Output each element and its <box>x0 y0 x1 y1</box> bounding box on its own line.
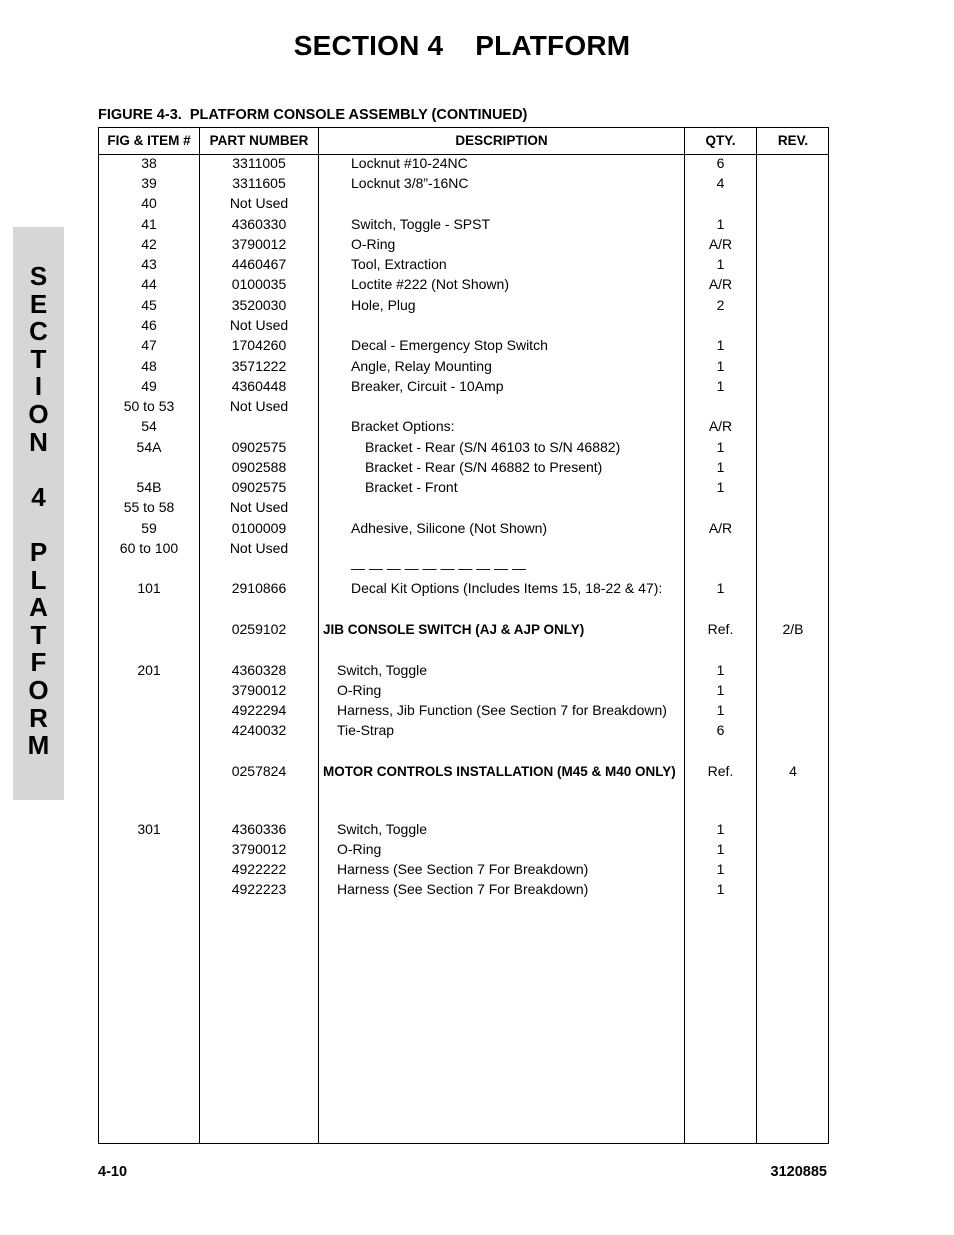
table-row <box>99 337 828 357</box>
cell-rev: 2/B <box>782 621 804 637</box>
cell-qty: 6 <box>716 722 725 738</box>
cell-part-number: 3311605 <box>232 175 286 191</box>
table-row <box>99 459 828 479</box>
cell-item: 47 <box>141 337 157 353</box>
cell-qty: A/R <box>708 520 733 536</box>
cell-part-number: 4922223 <box>231 881 287 897</box>
cell-part-number: 3790012 <box>231 682 287 698</box>
table-row <box>99 297 828 317</box>
side-tab-letter: I <box>34 371 43 402</box>
cell-qty: 1 <box>716 580 725 596</box>
table-row <box>99 195 828 215</box>
cell-description: Switch, Toggle - SPST <box>351 216 491 232</box>
page-title: SECTION 4 PLATFORM <box>293 30 631 61</box>
cell-part-number: Not Used <box>229 317 289 333</box>
cell-description: Breaker, Circuit - 10Amp <box>351 378 504 394</box>
header-item: FIG & ITEM # <box>107 133 191 148</box>
cell-rev: 4 <box>789 763 797 779</box>
cell-part-number: 4240032 <box>231 722 287 738</box>
cell-item: 40 <box>141 195 157 211</box>
cell-qty: 1 <box>716 682 725 698</box>
cell-qty: 6 <box>716 155 725 171</box>
cell-description: O-Ring <box>337 682 382 698</box>
cell-part-number: 0257824 <box>231 763 287 779</box>
side-tab-letter: S <box>29 261 48 291</box>
table-row <box>99 439 828 459</box>
cell-part-number: 0902575 <box>231 439 287 455</box>
table-row <box>99 580 828 600</box>
cell-qty: A/R <box>708 418 733 434</box>
cell-description: Harness (See Section 7 For Breakdown) <box>337 881 589 897</box>
cell-item: 44 <box>141 276 157 292</box>
cell-description: JIB CONSOLE SWITCH (AJ & AJP ONLY) <box>323 622 585 637</box>
table-row <box>99 520 828 540</box>
table-row <box>99 155 828 175</box>
side-tab-letter: O <box>28 398 49 429</box>
table-row <box>99 398 828 418</box>
table-row <box>99 621 828 641</box>
cell-part-number: 0100009 <box>231 520 287 536</box>
cell-qty: 1 <box>716 861 725 877</box>
table-row <box>99 763 828 783</box>
header-part-number: PART NUMBER <box>209 133 309 148</box>
cell-item: 54B <box>136 479 162 495</box>
cell-qty: 1 <box>716 841 725 857</box>
side-tab-letter: C <box>29 316 48 347</box>
side-tab-letter: T <box>30 343 47 374</box>
cell-item: 101 <box>137 580 161 596</box>
cell-qty: 1 <box>716 439 725 455</box>
cell-part-number: 1704260 <box>231 337 287 353</box>
cell-item: 50 to 53 <box>123 398 175 414</box>
table-row <box>99 418 828 438</box>
cell-item: 46 <box>141 317 157 333</box>
cell-qty: Ref. <box>707 763 734 779</box>
cell-part-number: 0902575 <box>231 479 287 495</box>
cell-item: 43 <box>141 256 157 272</box>
cell-qty: 1 <box>716 337 725 353</box>
cell-item: 42 <box>141 236 157 252</box>
side-tab-letter: N <box>29 426 48 457</box>
cell-item: 301 <box>137 821 161 837</box>
side-tab-letter: P <box>29 536 48 567</box>
side-tab-letter: 4 <box>31 481 46 512</box>
side-tab-letter: O <box>28 674 49 705</box>
cell-description: Locknut 3/8”-16NC <box>351 175 469 191</box>
cell-qty: 1 <box>716 459 725 475</box>
cell-description: Angle, Relay Mounting <box>351 358 492 374</box>
cell-part-number: 2910866 <box>231 580 287 596</box>
page-number: 4-10 <box>98 1164 128 1180</box>
table-row <box>99 682 828 702</box>
cell-qty: 1 <box>716 821 725 837</box>
cell-description: Hole, Plug <box>351 297 416 313</box>
cell-part-number: 0902588 <box>231 459 287 475</box>
cell-item: 38 <box>141 155 157 171</box>
cell-description: Adhesive, Silicone (Not Shown) <box>351 520 548 536</box>
cell-description: Tool, Extraction <box>351 256 447 272</box>
cell-qty: 4 <box>716 175 725 191</box>
cell-item: 54A <box>136 439 162 455</box>
cell-part-number: 3790012 <box>231 236 287 252</box>
figure-title: FIGURE 4-3. PLATFORM CONSOLE ASSEMBLY (CONTINUED) <box>98 107 528 123</box>
cell-part-number: 3311005 <box>232 155 286 171</box>
cell-description: Harness, Jib Function (See Section 7 for Breakdown) <box>337 702 667 718</box>
cell-part-number: 4922294 <box>231 702 287 718</box>
table-row <box>99 560 828 580</box>
cell-part-number: 0100035 <box>231 276 287 292</box>
cell-item: 60 to 100 <box>119 540 179 556</box>
cell-part-number: Not Used <box>229 499 289 515</box>
cell-part-number: 3790012 <box>231 841 287 857</box>
table-row <box>99 317 828 337</box>
cell-description: Tie-Strap <box>337 722 395 738</box>
cell-description: O-Ring <box>351 236 396 252</box>
table-row <box>99 256 828 276</box>
cell-description: Bracket Options: <box>351 418 455 434</box>
cell-part-number: Not Used <box>229 398 289 414</box>
table-header <box>99 128 828 155</box>
cell-qty: 1 <box>716 479 725 495</box>
table-row <box>99 216 828 236</box>
table-body <box>99 155 828 1143</box>
table-row <box>99 236 828 256</box>
side-tab-letter: L <box>30 564 47 595</box>
side-tab-letter: R <box>29 702 48 733</box>
cell-part-number: 4922222 <box>231 861 287 877</box>
cell-description: — — — — — — — — — — <box>351 560 527 576</box>
cell-description: Bracket - Rear (S/N 46882 to Present) <box>365 459 603 475</box>
table-row <box>99 499 828 519</box>
section-side-tab <box>13 227 64 800</box>
table-row <box>99 702 828 722</box>
table-row <box>99 881 828 901</box>
table-row <box>99 662 828 682</box>
cell-item: 48 <box>141 358 157 374</box>
cell-part-number: 4360330 <box>231 216 287 232</box>
header-rev: REV. <box>777 133 809 148</box>
table-row <box>99 276 828 296</box>
table-row <box>99 861 828 881</box>
cell-qty: 1 <box>716 216 725 232</box>
cell-item: 39 <box>141 175 157 191</box>
cell-part-number: 4460467 <box>231 256 287 272</box>
cell-item: 55 to 58 <box>123 499 175 515</box>
cell-item: 59 <box>141 520 157 536</box>
header-qty: QTY. <box>705 133 736 148</box>
cell-description: Bracket - Rear (S/N 46103 to S/N 46882) <box>365 439 621 455</box>
cell-description: MOTOR CONTROLS INSTALLATION (M45 & M40 ONLY) <box>323 764 676 779</box>
side-tab-letter: M <box>27 730 50 761</box>
cell-description: Loctite #222 (Not Shown) <box>351 276 509 292</box>
cell-qty: 1 <box>716 378 725 394</box>
cell-qty: A/R <box>708 276 733 292</box>
document-number: 3120885 <box>770 1164 827 1180</box>
side-tab-letter: A <box>29 592 48 623</box>
cell-part-number: Not Used <box>229 195 289 211</box>
cell-qty: 2 <box>716 297 725 313</box>
cell-part-number: 0259102 <box>231 621 287 637</box>
cell-description: Decal Kit Options (Includes Items 15, 18-22 & 47): <box>351 580 663 596</box>
cell-item: 54 <box>141 418 157 434</box>
cell-part-number: Not Used <box>229 540 289 556</box>
header-description: DESCRIPTION <box>455 133 548 148</box>
cell-item: 45 <box>141 297 157 313</box>
cell-qty: A/R <box>708 236 733 252</box>
cell-part-number: 4360328 <box>231 662 287 678</box>
cell-qty: 1 <box>716 662 725 678</box>
cell-part-number: 4360448 <box>231 378 287 394</box>
cell-description: O-Ring <box>337 841 382 857</box>
cell-item: 49 <box>141 378 157 394</box>
cell-item: 41 <box>141 216 157 232</box>
cell-qty: Ref. <box>707 621 734 637</box>
cell-part-number: 3571222 <box>231 358 287 374</box>
table-row <box>99 540 828 560</box>
cell-qty: 1 <box>716 702 725 718</box>
table-row <box>99 479 828 499</box>
table-row <box>99 175 828 195</box>
side-tab-letter: T <box>30 619 47 650</box>
cell-part-number: 3520030 <box>231 297 287 313</box>
table-row <box>99 841 828 861</box>
cell-description: Harness (See Section 7 For Breakdown) <box>337 861 589 877</box>
side-tab-letter: F <box>30 647 47 678</box>
side-tab-letters <box>13 263 64 760</box>
side-tab-letter: E <box>29 288 48 319</box>
cell-item: 201 <box>137 662 161 678</box>
cell-qty: 1 <box>716 358 725 374</box>
cell-description: Decal - Emergency Stop Switch <box>351 337 548 353</box>
cell-qty: 1 <box>716 881 725 897</box>
table-row <box>99 358 828 378</box>
table-row <box>99 821 828 841</box>
cell-description: Locknut #10-24NC <box>351 155 468 171</box>
table-row <box>99 722 828 742</box>
cell-description: Bracket - Front <box>365 479 458 495</box>
parts-table <box>98 127 829 1144</box>
cell-part-number: 4360336 <box>231 821 287 837</box>
table-row <box>99 378 828 398</box>
cell-description: Switch, Toggle <box>337 662 428 678</box>
cell-qty: 1 <box>716 256 725 272</box>
cell-description: Switch, Toggle <box>337 821 428 837</box>
